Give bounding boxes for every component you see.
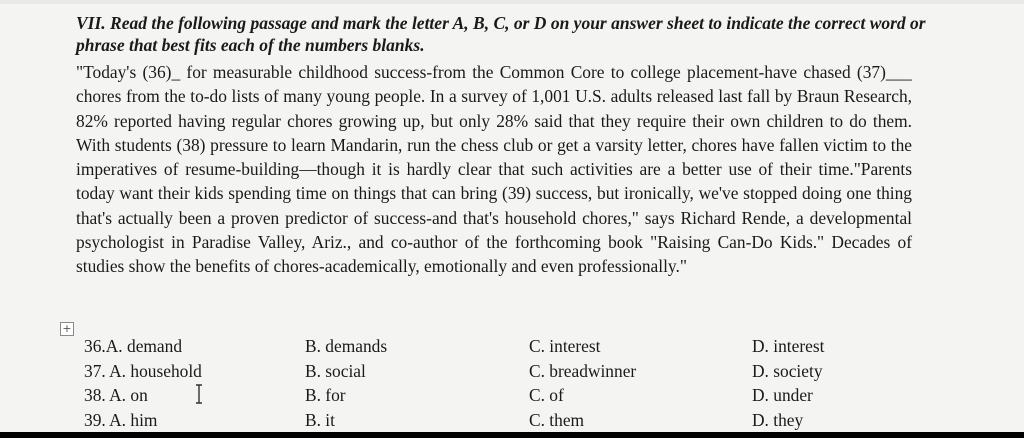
passage-text: "Today's (36)_ for measurable childhood success-from the Common Core to college placement-have chased (37)___ chores from the to-do lists of many young people. In a survey of 1,001 U.S. adults released last fall by Braun Research, 82% reported having regular chores growing up, but only 28% said that they require their own children to do them. With students (38) pressure to learn Mandarin, run the chess club or get a varsity letter, chores have fallen victim to the imperatives of resume-building—though it is hardly clear that such activities are a better use of their time."Parents today want their kids spending time on things that can bring (39) success, but ironically, we've stopped doing one thing that's actually been a proven predictor of success-and that's household chores," says Richard Rende, a developmental psychologist in Paradise Valley, Ariz., and co-author of the forthcoming book "Raising Can-Do Kids." Decades of studies show the benefits of chores-academically, emotionally and even professionally." <box>76 62 912 277</box>
option-38-a: 38. A. on <box>84 385 148 406</box>
option-38-b: B. for <box>305 385 346 406</box>
top-edge <box>0 0 1024 4</box>
question-row-36 <box>84 334 984 359</box>
exercise-heading: VII. Read the following passage and mark the letter A, B, C, or D on your answer sheet to indicate the correct word or phrase that best fits each of the numbers blanks. <box>76 13 926 55</box>
option-39-a: 39. A. him <box>84 409 158 430</box>
option-37-d: D. society <box>752 360 823 381</box>
option-39-c: C. them <box>529 409 585 430</box>
option-36-c: C. interest <box>529 336 601 356</box>
option-36-a: 36.A. demand <box>84 336 183 356</box>
answer-options <box>84 334 984 432</box>
option-36-b: B. demands <box>305 336 388 356</box>
text-cursor-icon <box>194 384 204 404</box>
move-handle-icon[interactable]: + <box>60 322 74 336</box>
option-38-c: C. of <box>529 385 564 406</box>
option-36-d: D. interest <box>752 336 825 356</box>
option-37-b: B. social <box>305 360 366 381</box>
question-row-37 <box>84 359 984 384</box>
option-37-c: C. breadwinner <box>529 360 637 381</box>
reading-passage[interactable] <box>76 60 912 279</box>
option-37-a: 37. A. household <box>84 360 202 381</box>
option-38-d: D. under <box>752 385 813 406</box>
option-39-b: B. it <box>305 409 335 430</box>
option-39-d: D. they <box>752 409 804 430</box>
question-row-38 <box>84 383 984 408</box>
question-row-39 <box>84 408 984 433</box>
